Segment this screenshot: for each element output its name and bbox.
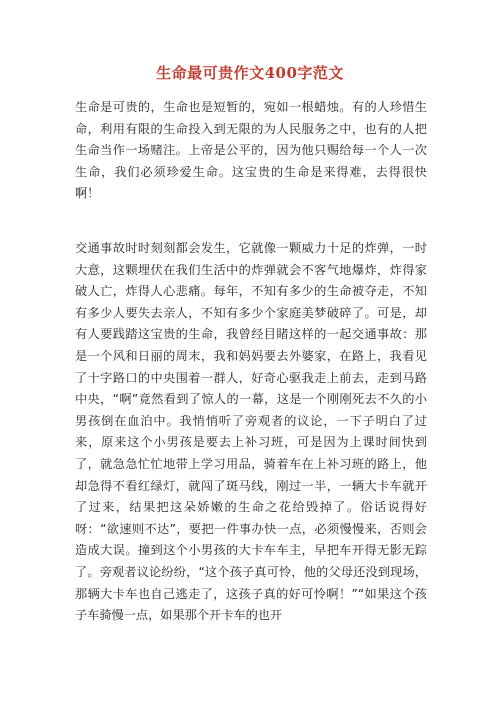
paragraph-1: 生命是可贵的，生命也是短暂的，宛如一根蜡烛。有的人珍惜生命，利用有限的生命投入到无限的为人民服务之中，也有的人把生命当作一场赌注。上帝是公平的，因为他只赐给每一个人一次生命，我们必须珍爱生命。这宝贵的生命是来得难，去得很快啊！ xyxy=(75,100,427,201)
paragraph-2: 交通事故时时刻刻都会发生，它就像一颗威力十足的炸弹，一时大意，这颗埋伏在我们生活中的炸弹就会不客气地爆炸，炸得家破人亡，炸得人心悲痛。每年，不知有多少的生命被夺走，不知有多少人要失去亲人，不知有多少个家庭美梦破碎了。可是，却有人要践踏这宝贵的生命，我曾经目睹这样的一起交通事故：那是一个风和日丽的周末，我和妈妈要去外婆家，在路上，我看见了十字路口的中央围着一群人，好奇心驱我走上前去，走到马路中央，“啊”竟然看到了惊人的一幕，这是一个刚刚死去不久的小男孩倒在血泊中。我悄悄听了旁观者的议论，一下子明白了过来，原来这个小男孩是要去上补习班，可是因为上课时间快到了，就急急忙忙地带上学习用品，骑着车在上补习班的路上，他却急得不看红绿灯，就闯了斑马线，刚过一半，一辆大卡车就开了过来，结果把这朵娇嫩的生命之花给毁掉了。俗话说得好呀：“欲速则不达”，要把一件事办快一点，必须慢慢来，否则会造成大误。撞到这个小男孩的大卡车车主，早把车开得无影无踪了。旁观者议论纷纷，“这个孩子真可怜，他的父母还没到现场，那辆大卡车也自己逃走了，这孩子真的好可怜啊！”“如果这个孩子车骑慢一点，如果那个开卡车的也开 xyxy=(75,241,427,623)
page-title: 生命最可贵作文400字范文 xyxy=(156,64,344,82)
